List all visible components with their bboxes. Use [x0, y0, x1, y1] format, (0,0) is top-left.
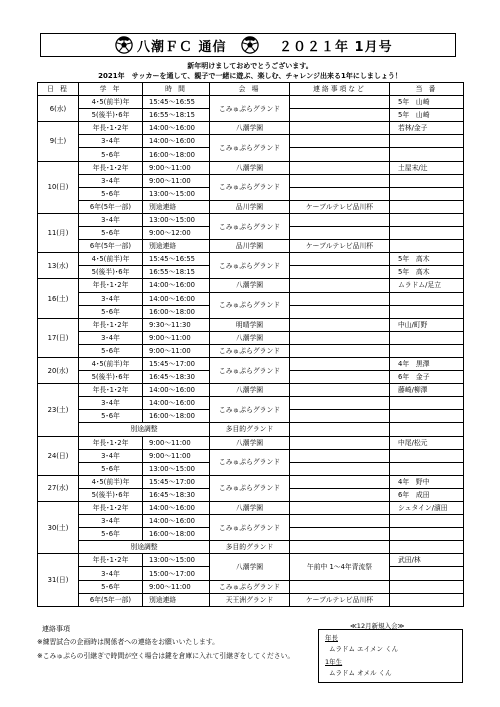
notes-cell	[290, 227, 390, 240]
schedule-row	[38, 580, 464, 593]
issue-date: ２０２１年 1月号	[279, 40, 393, 55]
venue-cell: 八潮学園	[210, 279, 290, 292]
venue-cell: 多目的グランド	[210, 423, 290, 436]
notes-cell	[290, 515, 390, 528]
grade-cell: 4･5(前半)年	[79, 253, 143, 266]
date-cell: 20(水)	[38, 357, 79, 383]
grade-cell: 5･6年	[79, 148, 143, 161]
new-member-name: ムラドム オメル くん	[329, 669, 392, 677]
schedule-row	[38, 475, 464, 488]
header-duty: 当 番	[390, 83, 464, 96]
grade-cell: 5･6年	[79, 227, 143, 240]
notes-cell	[290, 135, 390, 148]
grade-cell: 5･6年	[79, 344, 143, 357]
duty-cell	[390, 240, 464, 253]
time-cell: 14:00〜16:00	[143, 122, 210, 135]
venue-cell: 八潮学園	[210, 161, 290, 174]
grade-cell: 年長･1･2年	[79, 318, 143, 331]
date-cell: 30(土)	[38, 502, 79, 554]
notes-cell	[290, 96, 390, 109]
date-cell: 23(土)	[38, 384, 79, 436]
notes-heading: 連絡事項	[42, 625, 70, 633]
duty-cell: 5年 山崎	[390, 109, 464, 122]
schedule-row	[38, 213, 464, 226]
duty-cell: 中山/町野	[390, 318, 464, 331]
time-cell: 16:00〜18:00	[143, 148, 210, 161]
duty-cell	[390, 462, 464, 475]
header-time: 時 間	[143, 83, 210, 96]
notes-cell	[290, 436, 390, 449]
time-cell: 14:00〜16:00	[143, 515, 210, 528]
time-cell: 14:00〜16:00	[143, 384, 210, 397]
grade-cell: 5･6年	[79, 410, 143, 423]
header-notes: 連絡事項など	[290, 83, 390, 96]
notes-cell: ケーブルテレビ品川杯	[290, 240, 390, 253]
notes-cell	[290, 344, 390, 357]
greeting-line-2: 2021年 サッカーを通して、親子で一緒に遊ぶ、楽しむ、チャレンジ出来る1年にしましょう！	[98, 72, 402, 80]
grade-cell: 年長･1･2年	[79, 502, 143, 515]
duty-cell: 中尾/松元	[390, 436, 464, 449]
notes-cell	[290, 253, 390, 266]
schedule-row	[38, 253, 464, 266]
grade-cell: 4･5(前半)年	[79, 357, 143, 370]
venue-cell: こみゅぷらグランド	[210, 475, 290, 501]
notes-cell	[290, 161, 390, 174]
time-cell: 15:45〜17:00	[143, 475, 210, 488]
schedule-row	[38, 423, 464, 436]
venue-cell: こみゅぷらグランド	[210, 449, 290, 475]
duty-cell	[390, 305, 464, 318]
time-cell: 14:00〜16:00	[143, 292, 210, 305]
date-cell: 27(水)	[38, 475, 79, 501]
notes-cell	[290, 475, 390, 488]
date-cell: 16(土)	[38, 279, 79, 318]
grade-cell: 5(後半)･6年	[79, 266, 143, 279]
schedule-row	[38, 515, 464, 528]
time-cell: 9:00〜11:00	[143, 161, 210, 174]
grade-cell: 3･4年	[79, 515, 143, 528]
duty-cell: 5年 高木	[390, 266, 464, 279]
venue-cell: 八潮学園	[210, 554, 290, 580]
note-2: ※こみゅぷらの引継ぎで時間が空く場合は鍵を倉庫に入れて引継ぎをしてください。	[37, 652, 295, 660]
duty-cell	[390, 449, 464, 462]
notes-cell	[290, 580, 390, 593]
grade-cell: 3･4年	[79, 174, 143, 187]
notes-cell	[290, 384, 390, 397]
soccer-ball-icon	[241, 36, 259, 54]
greeting-line-1: 新年明けましておめでとうございます。	[187, 62, 313, 70]
venue-cell: こみゅぷらグランド	[210, 253, 290, 279]
duty-cell: 4年 野中	[390, 475, 464, 488]
grade-cell: 別途調整	[79, 423, 210, 436]
schedule-row	[38, 344, 464, 357]
schedule-row	[38, 502, 464, 515]
grade-cell: 年長･1･2年	[79, 554, 143, 567]
notes-cell	[290, 397, 390, 410]
date-cell: 24(日)	[38, 436, 79, 475]
date-cell: 9(土)	[38, 122, 79, 161]
duty-cell	[390, 541, 464, 554]
grade-cell: 年長･1･2年	[79, 279, 143, 292]
duty-cell	[390, 148, 464, 161]
venue-cell: こみゅぷらグランド	[210, 135, 290, 161]
notes-cell	[290, 357, 390, 370]
time-cell: 16:00〜18:00	[143, 410, 210, 423]
time-cell: 16:00〜18:00	[143, 528, 210, 541]
grade-cell: 3･4年	[79, 567, 143, 580]
grade-cell: 5(後半)･6年	[79, 488, 143, 501]
schedule-row	[38, 384, 464, 397]
duty-cell	[390, 528, 464, 541]
duty-cell: 若林/金子	[390, 122, 464, 135]
notes-cell	[290, 410, 390, 423]
schedule-row	[38, 161, 464, 174]
duty-cell: 5年 高木	[390, 253, 464, 266]
schedule-row	[38, 292, 464, 305]
new-member-group-label: 年長	[325, 634, 338, 642]
duty-cell	[390, 344, 464, 357]
duty-cell: ムラドム/足立	[390, 279, 464, 292]
time-cell: 9:00〜12:00	[143, 227, 210, 240]
grade-cell: 6年(5年一部)	[79, 200, 143, 213]
new-members-title: ≪12月新規入会≫	[350, 622, 405, 630]
grade-cell: 5･6年	[79, 187, 143, 200]
notes-cell: 午前中 1〜4年青流祭	[290, 554, 390, 580]
grade-cell: 6年(5年一部)	[79, 240, 143, 253]
duty-cell	[390, 423, 464, 436]
duty-cell: シュタイン/濱田	[390, 502, 464, 515]
schedule-row	[38, 318, 464, 331]
schedule-row	[38, 554, 464, 567]
schedule-row	[38, 135, 464, 148]
grade-cell: 3･4年	[79, 292, 143, 305]
grade-cell: 5(後半)･6年	[79, 371, 143, 384]
time-cell: 16:45〜18:30	[143, 488, 210, 501]
venue-cell: 多目的グランド	[210, 541, 290, 554]
note-1: ※練習試合の企画時は関係者への連絡をお願いいたします。	[37, 638, 219, 646]
notes-cell	[290, 279, 390, 292]
time-cell: 15:45〜16:55	[143, 96, 210, 109]
time-cell: 14:00〜16:00	[143, 135, 210, 148]
time-cell: 13:00〜15:00	[143, 554, 210, 567]
header-venue: 会 場	[210, 83, 290, 96]
duty-cell	[390, 580, 464, 593]
date-cell: 6(水)	[38, 96, 79, 122]
date-cell: 11(月)	[38, 213, 79, 252]
time-cell: 9:00〜11:00	[143, 436, 210, 449]
notes-cell	[290, 371, 390, 384]
new-member-group-label: 1年生	[325, 658, 343, 666]
grade-cell: 4･5(前半)年	[79, 475, 143, 488]
duty-cell	[390, 567, 464, 580]
schedule-row	[38, 357, 464, 370]
time-cell: 14:00〜16:00	[143, 279, 210, 292]
grade-cell: 3･4年	[79, 213, 143, 226]
grade-cell: 5(後半)･6年	[79, 109, 143, 122]
duty-cell	[390, 200, 464, 213]
venue-cell: 天王洲グランド	[210, 593, 290, 606]
schedule-table	[37, 82, 464, 607]
grade-cell: 5･6年	[79, 305, 143, 318]
duty-cell	[390, 593, 464, 606]
grade-cell: 年長･1･2年	[79, 122, 143, 135]
time-cell: 16:00〜18:00	[143, 305, 210, 318]
notes-cell	[290, 305, 390, 318]
duty-cell: 5年 山崎	[390, 96, 464, 109]
time-cell: 9:30〜11:30	[143, 318, 210, 331]
venue-cell: 八潮学園	[210, 384, 290, 397]
grade-cell: 別途調整	[79, 541, 210, 554]
schedule-row	[38, 593, 464, 606]
notes-cell	[290, 488, 390, 501]
duty-cell: 武田/林	[390, 554, 464, 567]
grade-cell: 5･6年	[79, 528, 143, 541]
time-cell: 別途連絡	[143, 200, 210, 213]
venue-cell: こみゅぷらグランド	[210, 213, 290, 239]
duty-cell: 藤崎/柳澤	[390, 384, 464, 397]
duty-cell	[390, 331, 464, 344]
time-cell: 9:00〜11:00	[143, 449, 210, 462]
venue-cell: こみゅぷらグランド	[210, 357, 290, 383]
date-cell: 17(日)	[38, 318, 79, 357]
time-cell: 9:00〜11:00	[143, 331, 210, 344]
duty-cell	[390, 515, 464, 528]
schedule-row	[38, 397, 464, 410]
time-cell: 9:00〜11:00	[143, 580, 210, 593]
duty-cell	[390, 187, 464, 200]
grade-cell: 3･4年	[79, 135, 143, 148]
venue-cell: 八潮学園	[210, 502, 290, 515]
schedule-row	[38, 436, 464, 449]
time-cell: 9:00〜11:00	[143, 174, 210, 187]
duty-cell: 4年 黒澤	[390, 357, 464, 370]
notes-cell	[290, 187, 390, 200]
time-cell: 別途連絡	[143, 593, 210, 606]
notes-cell	[290, 462, 390, 475]
notes-cell	[290, 213, 390, 226]
time-cell: 9:00〜11:00	[143, 344, 210, 357]
grade-cell: 3･4年	[79, 331, 143, 344]
time-cell: 14:00〜16:00	[143, 502, 210, 515]
schedule-row	[38, 279, 464, 292]
venue-cell: こみゅぷらグランド	[210, 96, 290, 122]
notes-cell	[290, 174, 390, 187]
venue-cell: 明晴学園	[210, 318, 290, 331]
venue-cell: こみゅぷらグランド	[210, 515, 290, 541]
notes-cell	[290, 148, 390, 161]
venue-cell: こみゅぷらグランド	[210, 344, 290, 357]
time-cell: 16:55〜18:15	[143, 109, 210, 122]
notes-cell	[290, 449, 390, 462]
duty-cell	[390, 397, 464, 410]
notes-cell	[290, 266, 390, 279]
schedule-row	[38, 96, 464, 109]
time-cell: 15:45〜17:00	[143, 357, 210, 370]
grade-cell: 3･4年	[79, 397, 143, 410]
time-cell: 14:00〜16:00	[143, 397, 210, 410]
schedule-row	[38, 200, 464, 213]
grade-cell: 年長･1･2年	[79, 161, 143, 174]
schedule-row	[38, 122, 464, 135]
soccer-ball-icon	[115, 36, 133, 54]
venue-cell: こみゅぷらグランド	[210, 292, 290, 318]
time-cell: 15:45〜16:55	[143, 253, 210, 266]
header-grade: 学 年	[79, 83, 143, 96]
time-cell: 16:45〜18:30	[143, 371, 210, 384]
notes-cell: ケーブルテレビ品川杯	[290, 200, 390, 213]
venue-cell: 品川学園	[210, 200, 290, 213]
duty-cell: 6年 金子	[390, 371, 464, 384]
notes-cell	[290, 423, 390, 436]
time-cell: 13:00〜15:00	[143, 213, 210, 226]
schedule-row	[38, 240, 464, 253]
grade-cell: 年長･1･2年	[79, 436, 143, 449]
venue-cell: 八潮学園	[210, 122, 290, 135]
grade-cell: 年長･1･2年	[79, 384, 143, 397]
notes-cell	[290, 292, 390, 305]
duty-cell	[390, 227, 464, 240]
date-cell: 10(日)	[38, 161, 79, 213]
grade-cell: 5･6年	[79, 580, 143, 593]
time-cell: 別途連絡	[143, 240, 210, 253]
schedule-row	[38, 541, 464, 554]
schedule-row	[38, 331, 464, 344]
notes-cell	[290, 331, 390, 344]
duty-cell	[390, 292, 464, 305]
notes-cell: ケーブルテレビ品川杯	[290, 593, 390, 606]
notes-cell	[290, 109, 390, 122]
notes-cell	[290, 541, 390, 554]
notes-cell	[290, 318, 390, 331]
grade-cell: 5･6年	[79, 462, 143, 475]
new-member-name: ムラドム エイメン くん	[329, 645, 399, 653]
schedule-header-row	[38, 83, 464, 96]
duty-cell: 土屋末/辻	[390, 161, 464, 174]
grade-cell: 3･4年	[79, 449, 143, 462]
grade-cell: 6年(5年一部)	[79, 593, 143, 606]
venue-cell: 八潮学園	[210, 436, 290, 449]
schedule-row	[38, 174, 464, 187]
duty-cell	[390, 174, 464, 187]
duty-cell	[390, 213, 464, 226]
venue-cell: 品川学園	[210, 240, 290, 253]
duty-cell: 6年 成田	[390, 488, 464, 501]
schedule-body	[38, 96, 464, 607]
time-cell: 13:00〜15:00	[143, 462, 210, 475]
time-cell: 15:00〜17:00	[143, 567, 210, 580]
notes-cell	[290, 122, 390, 135]
notes-cell	[290, 528, 390, 541]
header-date: 日 程	[38, 83, 79, 96]
duty-cell	[390, 135, 464, 148]
schedule-row	[38, 449, 464, 462]
duty-cell	[390, 410, 464, 423]
venue-cell: 八潮学園	[210, 331, 290, 344]
notes-cell	[290, 502, 390, 515]
time-cell: 16:55〜18:15	[143, 266, 210, 279]
time-cell: 13:00〜15:00	[143, 187, 210, 200]
venue-cell: こみゅぷらグランド	[210, 174, 290, 200]
title-banner	[40, 33, 456, 57]
newsletter-title: 八潮ＦＣ 通信	[137, 40, 227, 55]
grade-cell: 4･5(前半)年	[79, 96, 143, 109]
date-cell: 31(日)	[38, 554, 79, 606]
new-members-box	[318, 629, 463, 683]
venue-cell: こみゅぷらグランド	[210, 580, 290, 593]
date-cell: 13(水)	[38, 253, 79, 279]
venue-cell: こみゅぷらグランド	[210, 397, 290, 423]
